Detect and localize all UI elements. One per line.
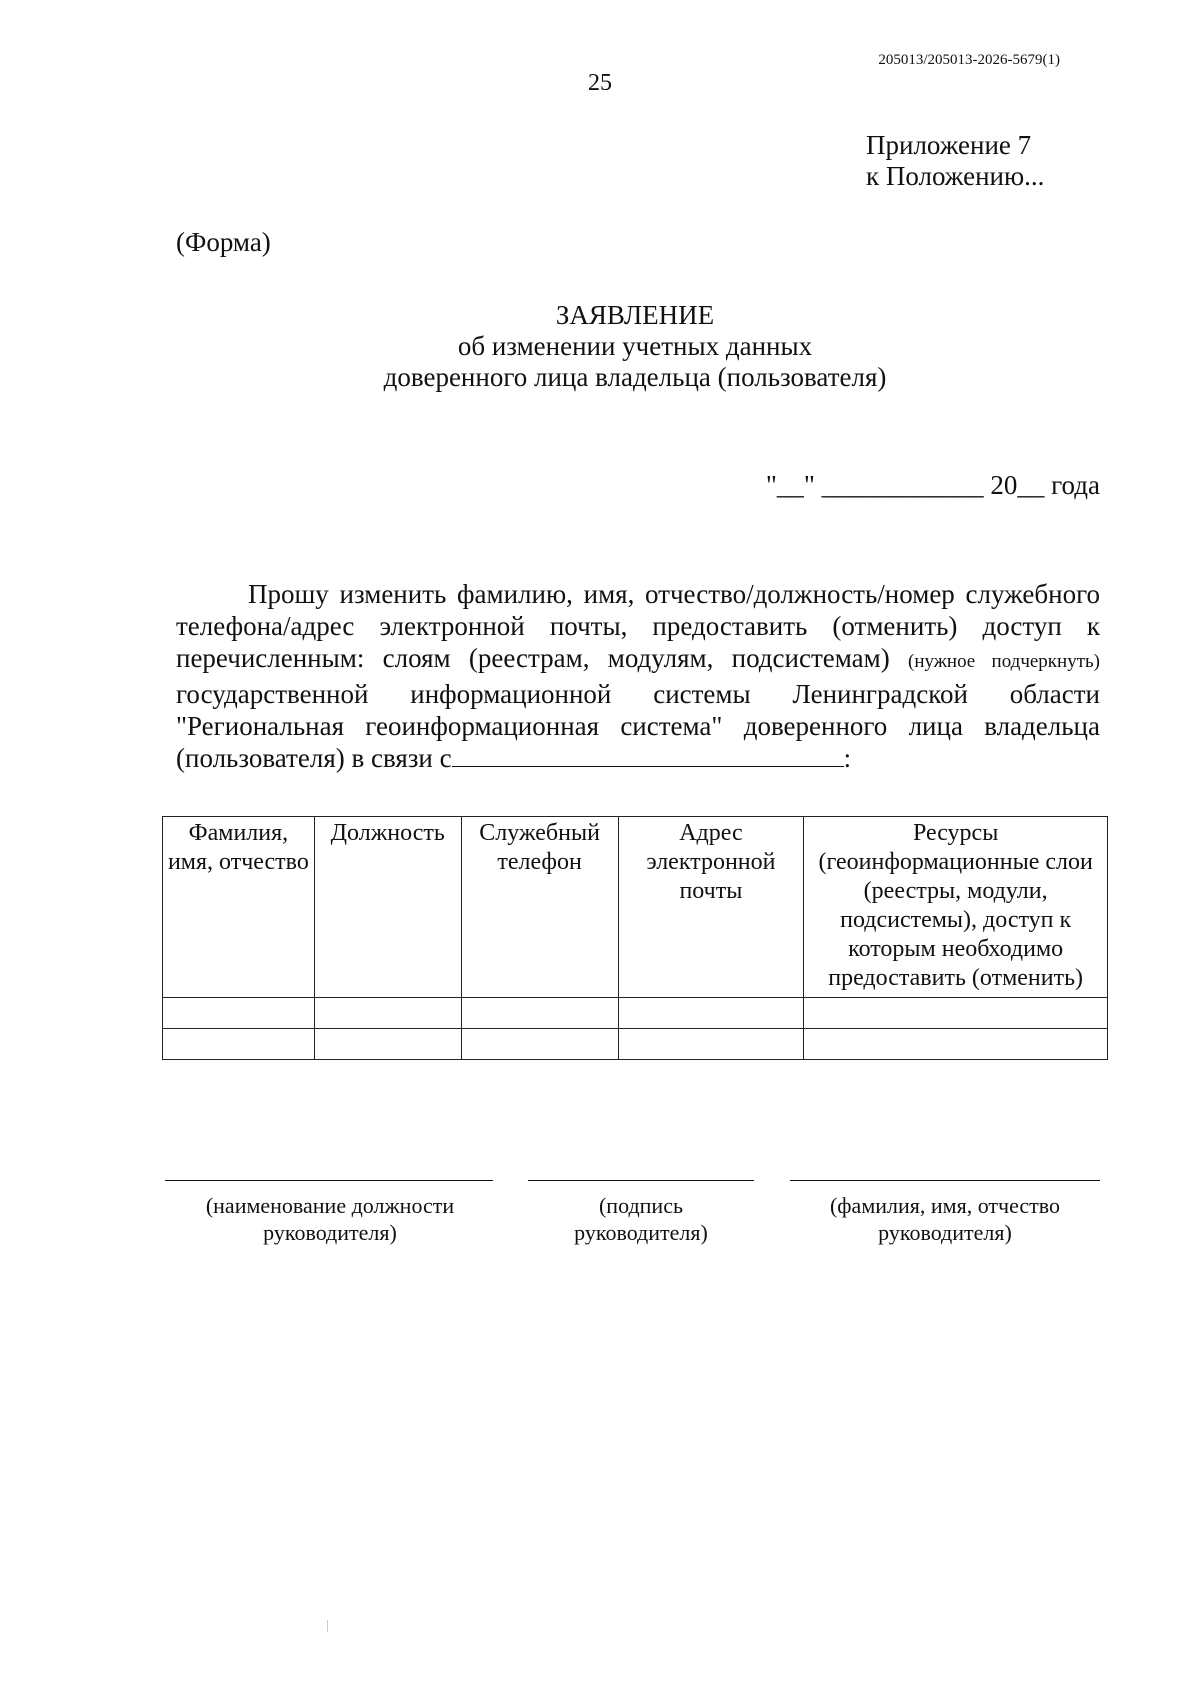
caption-line: (подпись — [598, 1193, 683, 1218]
request-text-part-1: Прошу изменить фамилию, имя, отчество/должность/номер служебного телефона/адрес электронной почты, предоставить (отменить) доступ к перечисленным: слоям (реестрам, модулям, подсистемам) — [176, 579, 1100, 673]
request-note: (нужное подчеркнуть) — [908, 651, 1101, 672]
table-cell — [314, 1029, 461, 1060]
header-work-phone: Служебный телефон — [461, 817, 618, 998]
table-cell — [461, 998, 618, 1029]
table-cell — [163, 1029, 315, 1060]
scan-mark — [327, 1620, 328, 1632]
title-main: ЗАЯВЛЕНИЕ — [555, 300, 715, 330]
signature-line-signature — [528, 1180, 754, 1181]
header-full-name: Фамилия, имя, отчество — [163, 817, 315, 998]
header-email: Адрес электронной почты — [618, 817, 804, 998]
signature-line-full-name — [790, 1180, 1100, 1181]
signature-line-position — [165, 1180, 493, 1181]
table-row — [163, 1029, 1108, 1060]
caption-line: (наименование должности — [205, 1193, 455, 1218]
signature-caption-signature — [528, 1192, 754, 1246]
title-sub-1: об изменении учетных данных — [457, 331, 813, 361]
signature-caption-position — [160, 1192, 500, 1246]
table-cell — [461, 1029, 618, 1060]
annex-reference — [866, 130, 1044, 192]
caption-line: руководителя) — [878, 1220, 1012, 1245]
date-line: "__" ____________ 20__ года — [765, 470, 1100, 500]
page-number: 25 — [588, 70, 612, 96]
table-row — [163, 998, 1108, 1029]
header-resources: Ресурсы (геоинформационные слои (реестры, модули, подсистемы), доступ к которым необходимо предоставить (отменить) — [804, 817, 1108, 998]
document-title — [300, 300, 970, 393]
table-cell — [618, 1029, 804, 1060]
table-cell — [618, 998, 804, 1029]
request-text-part-2: государственной информационной системы Ленинградской области "Региональная геоинформационная система" доверенного лица владельца (пользователя) в связи с — [176, 679, 1100, 773]
table-cell — [804, 998, 1108, 1029]
caption-line: руководителя) — [574, 1220, 708, 1245]
annex-line-2: к Положению... — [866, 161, 1045, 191]
table-cell — [314, 998, 461, 1029]
form-label: (Форма) — [176, 227, 271, 257]
request-tail: : — [843, 743, 852, 773]
header-position: Должность — [314, 817, 461, 998]
reason-blank-field — [452, 742, 844, 767]
signature-caption-full-name — [790, 1192, 1100, 1246]
table-cell — [163, 998, 315, 1029]
table-header-row — [163, 817, 1108, 998]
table-cell — [804, 1029, 1108, 1060]
caption-line: (фамилия, имя, отчество — [829, 1193, 1061, 1218]
title-sub-2: доверенного лица владельца (пользователя) — [383, 362, 887, 392]
annex-line-1: Приложение 7 — [866, 130, 1032, 160]
user-data-table — [162, 816, 1108, 1060]
request-text — [176, 578, 1100, 774]
document-id: 205013/205013-2026-5679(1) — [878, 52, 1060, 68]
caption-line: руководителя) — [263, 1220, 397, 1245]
